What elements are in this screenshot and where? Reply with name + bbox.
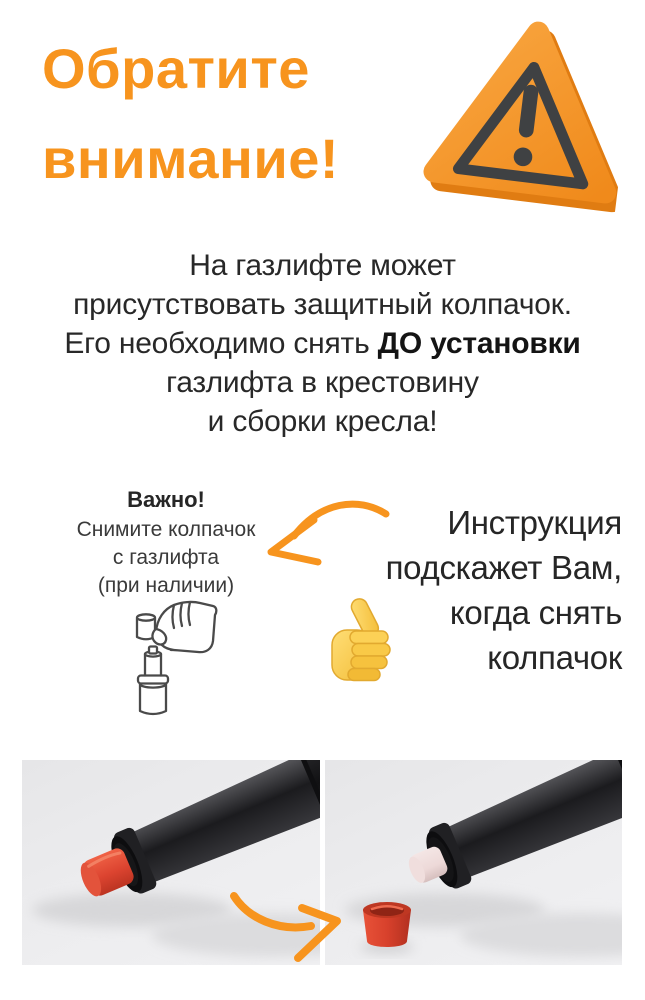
important-note-line: Снимите колпачок — [76, 518, 256, 541]
intro-line: и сборки кресла! — [207, 405, 438, 438]
intro-line3-bold: ДО установки — [377, 327, 581, 360]
intro-line: присутствовать защитный колпачок. — [73, 288, 572, 321]
intro-line: На газлифте может — [189, 249, 456, 282]
instruction-line: подскажет Вам, — [385, 549, 622, 586]
important-note-line: (при наличии) — [97, 574, 235, 597]
remove-cap-diagram — [112, 596, 222, 722]
instruction-note — [252, 500, 622, 680]
instruction-line: Инструкция — [447, 504, 622, 541]
intro-line: газлифта в крестовину — [166, 366, 479, 399]
warning-triangle-icon — [419, 7, 637, 225]
important-note — [48, 486, 284, 600]
instruction-line: колпачок — [487, 639, 622, 676]
photo-gas-lift-without-cap — [325, 760, 623, 965]
page-title — [42, 24, 442, 204]
intro-line — [0, 324, 645, 363]
page-title-line1: Обратите — [42, 37, 310, 100]
instruction-line: когда снять — [449, 594, 622, 631]
thumbs-up-icon — [324, 596, 406, 690]
intro-paragraph — [0, 246, 645, 441]
important-note-line: с газлифта — [112, 546, 220, 569]
curved-arrow-right-icon — [216, 886, 348, 970]
page-title-line2: внимание! — [42, 127, 340, 190]
intro-line3-normal: Его необходимо снять — [64, 327, 378, 360]
important-note-title: Важно! — [127, 487, 205, 512]
